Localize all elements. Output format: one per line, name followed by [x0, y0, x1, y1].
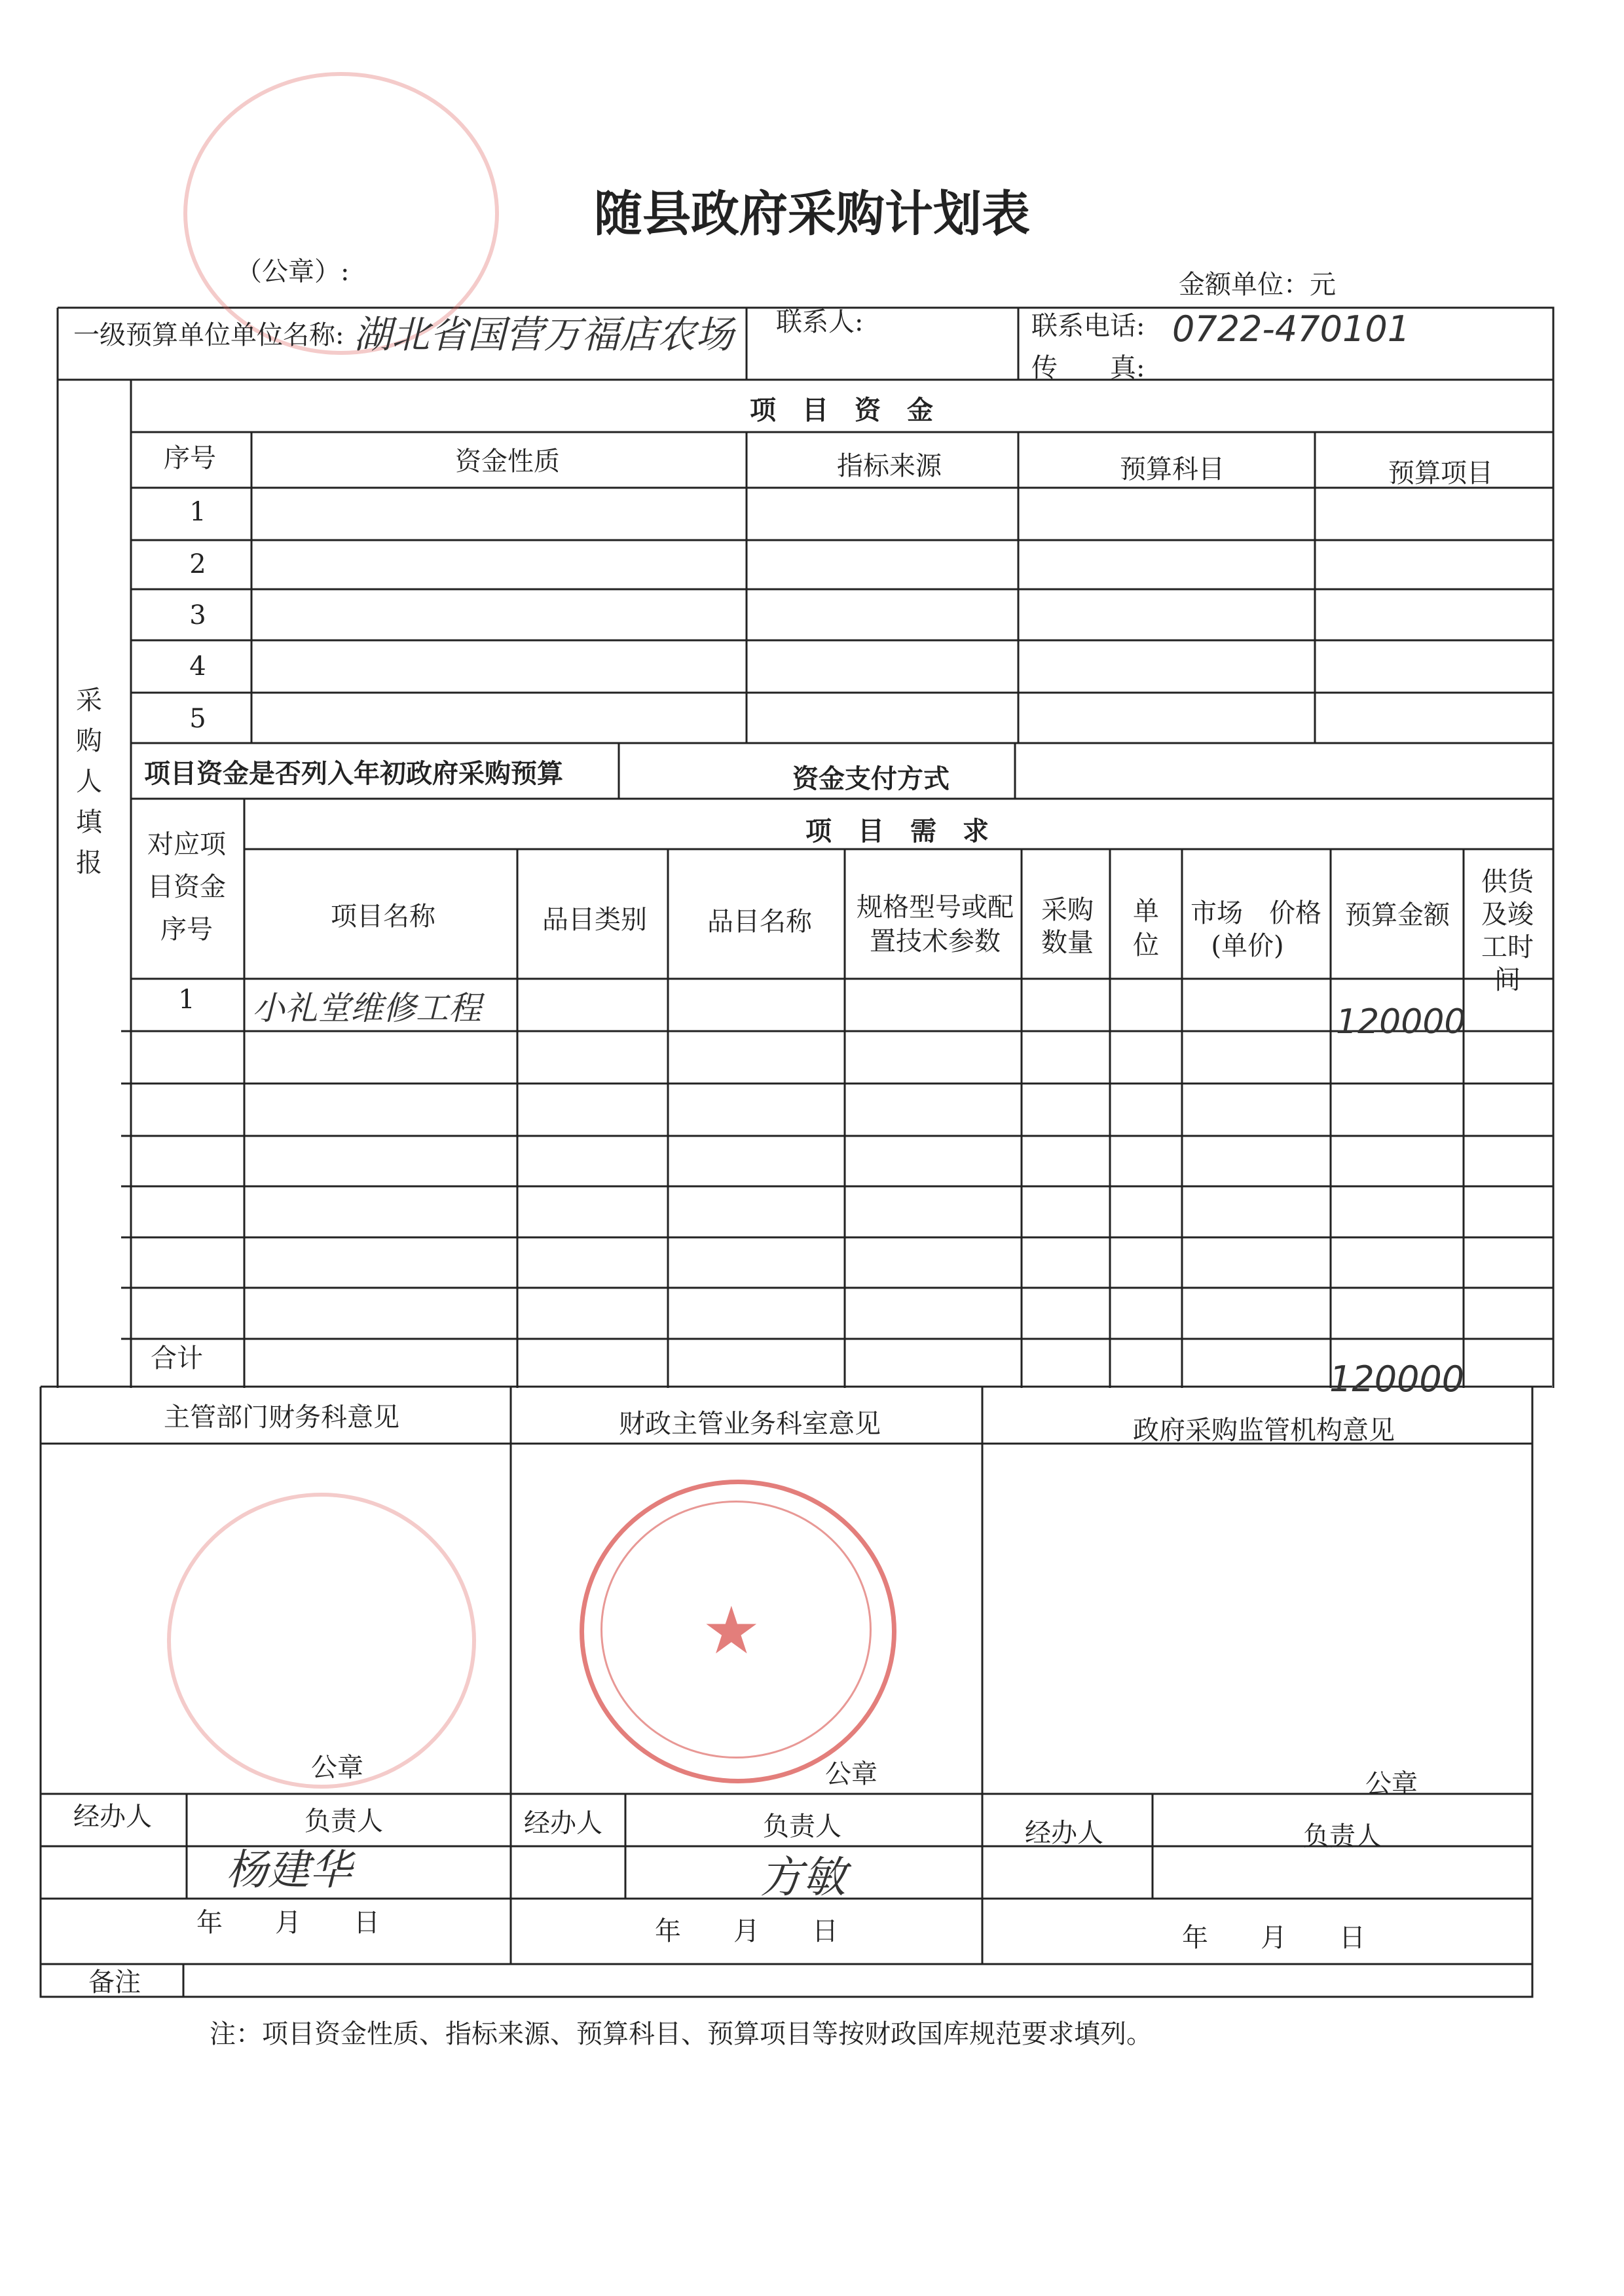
- date-3: 年 月 日: [1182, 1923, 1365, 1953]
- footnote: 注：项目资金性质、指标来源、预算科目、预算项目等按财政国库规范要求填列。: [210, 2019, 1153, 2049]
- demand-col-fund-seq-3: 序号: [160, 915, 213, 945]
- person-in-charge-label-1: 负责人: [304, 1806, 383, 1836]
- funds-col-nature: 资金性质: [455, 446, 560, 477]
- contact-label: 联系人:: [776, 307, 864, 337]
- side-label-3: 人: [76, 767, 102, 797]
- remarks-label: 备注: [88, 1967, 141, 1997]
- unit-label: 一级预算单位单位名称:: [73, 320, 344, 350]
- amount-unit: 金额单位：元: [1179, 270, 1336, 300]
- funds-col-source: 指标来源: [837, 451, 942, 481]
- side-label-4: 填: [76, 807, 102, 837]
- demand-col-fund-seq-1: 对应项: [147, 829, 226, 860]
- demand-col-price-1: 市场 价格: [1190, 898, 1321, 928]
- demand-col-unit-2: 位: [1133, 930, 1159, 960]
- funds-col-subject: 预算科目: [1120, 454, 1225, 484]
- demand-section-title: 项 目 需 求: [805, 816, 989, 847]
- demand-col-supply-2: 及竣: [1481, 900, 1534, 930]
- demand-col-spec-1: 规格型号或配: [857, 892, 1014, 922]
- demand-col-qty-2: 数量: [1041, 928, 1094, 958]
- demand-col-fund-seq-2: 目资金: [147, 872, 226, 902]
- demand-col-qty-1: 采购: [1041, 895, 1094, 925]
- funds-col-item: 预算项目: [1388, 458, 1493, 488]
- handler-label-2: 经办人: [524, 1808, 602, 1838]
- funds-row-3: 3: [189, 600, 206, 630]
- signature-1: 杨建华: [226, 1846, 352, 1895]
- budget-question: 项目资金是否列入年初政府采购预算: [144, 759, 563, 789]
- seal-text-dept: 公章: [311, 1753, 363, 1783]
- date-2: 年 月 日: [655, 1916, 838, 1946]
- seal-text-supervision: 公章: [1365, 1769, 1418, 1799]
- funds-col-seq: 序号: [164, 443, 216, 473]
- demand-col-price-2: (单价): [1211, 931, 1284, 961]
- date-1: 年 月 日: [196, 1908, 380, 1938]
- funds-row-1: 1: [189, 497, 206, 527]
- demand-col-supply-4: 间: [1494, 965, 1521, 995]
- seal-stamp-dept: [167, 1493, 476, 1789]
- page-title: 随县政府采购计划表: [594, 186, 1030, 242]
- star-icon: ★: [702, 1592, 761, 1669]
- funds-row-4: 4: [189, 651, 206, 682]
- demand-col-unit-1: 单: [1133, 896, 1159, 926]
- person-in-charge-label-2: 负责人: [763, 1812, 841, 1842]
- unit-value: 湖北省国营万福店农场: [354, 312, 734, 357]
- opinion-finance-title: 财政主管业务科室意见: [619, 1409, 881, 1439]
- demand-row1-seq: 1: [178, 985, 195, 1015]
- demand-col-supply-3: 工时: [1481, 932, 1534, 962]
- person-in-charge-label-3: 负责人: [1303, 1821, 1382, 1851]
- phone-label: 联系电话:: [1031, 311, 1145, 341]
- side-label-1: 采: [76, 685, 102, 716]
- demand-col-item-name: 品目名称: [707, 907, 812, 937]
- demand-col-supply-1: 供货: [1481, 867, 1534, 897]
- side-label-5: 报: [76, 848, 102, 878]
- demand-col-category: 品目类别: [542, 905, 647, 935]
- total-value: 120000: [1329, 1358, 1465, 1400]
- handler-label-1: 经办人: [73, 1802, 152, 1832]
- side-label-2: 购: [76, 726, 102, 756]
- demand-col-budget: 预算金额: [1345, 900, 1450, 930]
- funds-row-5: 5: [189, 704, 206, 734]
- phone-value: 0722-470101: [1172, 308, 1411, 350]
- demand-row1-amount: 120000: [1336, 1002, 1466, 1042]
- opinion-supervision-title: 政府采购监管机构意见: [1133, 1415, 1395, 1446]
- funds-row-2: 2: [189, 549, 206, 579]
- seal-stamp-finance: [580, 1480, 896, 1783]
- payment-method: 资金支付方式: [792, 764, 950, 794]
- seal-label: （公章）:: [236, 257, 350, 287]
- handler-label-3: 经办人: [1025, 1818, 1103, 1848]
- fax-label: 传 真:: [1031, 353, 1145, 383]
- opinion-dept-title: 主管部门财务科意见: [164, 1402, 399, 1432]
- seal-text-finance: 公章: [825, 1759, 877, 1789]
- demand-col-spec-2: 置技术参数: [870, 926, 1001, 957]
- funds-section-title: 项 目 资 金: [750, 395, 933, 426]
- demand-col-name: 项目名称: [331, 902, 435, 932]
- total-label: 合计: [151, 1343, 203, 1374]
- signature-2: 方敏: [760, 1852, 846, 1903]
- demand-row1-name: 小礼堂维修工程: [252, 989, 481, 1027]
